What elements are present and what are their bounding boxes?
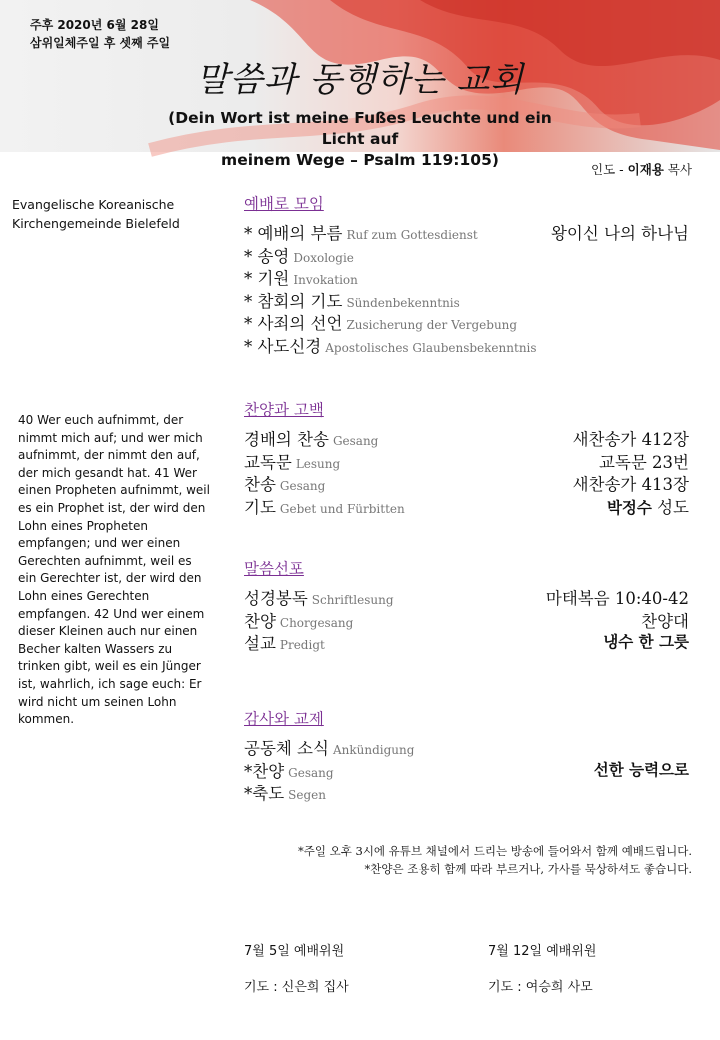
order-item: [244, 471, 689, 494]
order-item: [244, 333, 689, 356]
order-item: [244, 243, 689, 266]
item-korean: 교독문: [244, 452, 292, 472]
bible-passage: 40 Wer euch aufnimmt, der nimmt mich auf; und wer mich aufnimmt, der nimmt den auf, der mich gesandt hat. 41 Wer einen Propheten aufnimmt, weil es ein Prophet ist, der wird den Lohn eines Propheten empfangen; und wer einen Gerechten aufnimmt, weil es ein Gerechter ist, der wird den Lohn eines Gerechten empfangen. 42 Und wer einem dieser Kleinen auch nur einen Becher kalten Wassers zu trinken gibt, weil es ein Jünger ist, wahrlich, ich sage euch: Er wird nicht um seinen Lohn kommen.: [18, 413, 210, 727]
note-line-1: *주일 오후 3시에 유튜브 채널에서 드리는 방송에 들어와서 함께 예배드립니다.: [298, 844, 692, 858]
item-korean: * 사죄의 선언: [244, 314, 343, 333]
item-korean: 찬송: [244, 475, 276, 494]
item-korean: * 사도신경: [244, 336, 322, 356]
order-item: [244, 449, 689, 472]
item-korean: * 참회의 기도: [244, 291, 343, 311]
item-german: Gebet und Fürbitten: [279, 501, 405, 516]
item-german: Predigt: [279, 638, 325, 652]
psalm-verse: [150, 108, 570, 171]
duty-title: 7월 12일 예배위원: [488, 944, 597, 959]
item-korean: 설교: [244, 634, 276, 653]
item-korean: 공동체 소식: [244, 739, 329, 758]
order-item: [244, 426, 689, 449]
verse-line-2: meinem Wege – Psalm 119:105): [221, 151, 499, 169]
section-gathering: [244, 192, 689, 355]
item-german: Gesang: [288, 765, 334, 780]
section-heading: 찬양과 고백: [244, 401, 324, 419]
header-banner: [0, 0, 720, 169]
leader-prefix: 인도 -: [591, 162, 628, 177]
item-korean: * 예배의 부름: [244, 224, 343, 243]
congregation-line-2: Kirchengemeinde Bielefeld: [12, 216, 180, 231]
order-item: [244, 608, 689, 631]
item-value: 왕이신 나의 하나님: [550, 224, 689, 243]
order-item: [244, 630, 689, 653]
duty-prayer: 기도 : 신은희 집사: [244, 980, 349, 995]
service-notes: [298, 842, 692, 878]
congregation-line-1: Evangelische Koreanische: [12, 197, 175, 212]
verse-line-1: (Dein Wort ist meine Fußes Leuchte und ein Licht auf: [168, 109, 552, 148]
section-heading: 감사와 교제: [244, 710, 324, 728]
congregation-name: [12, 195, 180, 233]
item-value: 새찬송가 413장: [572, 475, 689, 494]
order-item: [244, 494, 689, 517]
order-item: [244, 780, 689, 803]
note-line-2: *찬양은 조용히 함께 따라 부르거나, 가사를 묵상하셔도 좋습니다.: [364, 862, 692, 876]
section-heading: 말씀선포: [244, 560, 304, 578]
item-value: [607, 494, 689, 518]
item-value: 새찬송가 412장: [572, 430, 689, 449]
item-german: Ruf zum Gottesdienst: [346, 228, 478, 242]
duty-block-left: [244, 942, 349, 998]
item-german: Ankündigung: [332, 743, 415, 757]
section-praise: [244, 398, 689, 516]
worship-leader: [591, 160, 692, 178]
section-word: [244, 557, 689, 653]
item-german: Chorgesang: [279, 615, 354, 630]
leader-name: 이재용: [627, 162, 664, 177]
order-item: [244, 288, 689, 311]
prayer-leader-title: 성도: [651, 497, 689, 517]
order-item: [244, 585, 689, 608]
item-german: Zusicherung der Vergebung: [346, 318, 518, 332]
duty-block-right: [488, 942, 596, 998]
item-value: 교독문 23번: [599, 452, 689, 472]
item-german: Invokation: [293, 273, 358, 287]
item-korean: * 기원: [244, 269, 290, 288]
item-german: Schriftlesung: [311, 593, 394, 607]
order-item: [244, 220, 689, 243]
item-value: 마태복음 10:40-42: [545, 589, 689, 608]
item-value: 찬양대: [641, 611, 689, 631]
item-korean: 성경봉독: [244, 589, 308, 608]
order-item: [244, 758, 689, 781]
sermon-title: 냉수 한 그릇: [603, 633, 689, 651]
item-german: Apostolisches Glaubensbekenntnis: [325, 340, 537, 355]
item-german: Sündenbekenntnis: [346, 295, 460, 310]
section-thanks: [244, 707, 689, 803]
item-korean: 찬양: [244, 611, 276, 631]
item-german: Doxologie: [293, 250, 354, 265]
item-german: Gesang: [332, 434, 379, 448]
date-line: 주후 2020년 6월 28일: [30, 18, 159, 32]
order-item: [244, 735, 689, 758]
closing-song-title: 선한 능력으로: [593, 760, 689, 779]
item-german: Segen: [288, 788, 326, 802]
order-item: [244, 265, 689, 288]
order-item: [244, 310, 689, 333]
church-title: 말씀과 동행하는 교회: [195, 60, 525, 100]
leader-title: 목사: [663, 162, 692, 177]
item-korean: 기도: [244, 497, 276, 517]
item-german: Lesung: [295, 456, 341, 471]
season-line: 삼위일체주일 후 셋째 주일: [30, 36, 171, 50]
item-korean: *축도: [244, 784, 285, 803]
prayer-leader-name: 박정수: [606, 498, 652, 517]
duty-prayer: 기도 : 여승희 사모: [488, 980, 593, 995]
item-korean: 경배의 찬송: [244, 430, 329, 449]
duty-title: 7월 5일 예배위원: [244, 944, 345, 959]
date-block: [30, 16, 170, 52]
item-korean: * 송영: [244, 246, 290, 266]
item-korean: *찬양: [244, 761, 285, 781]
section-heading: 예배로 모임: [244, 195, 324, 213]
item-german: Gesang: [279, 479, 326, 493]
